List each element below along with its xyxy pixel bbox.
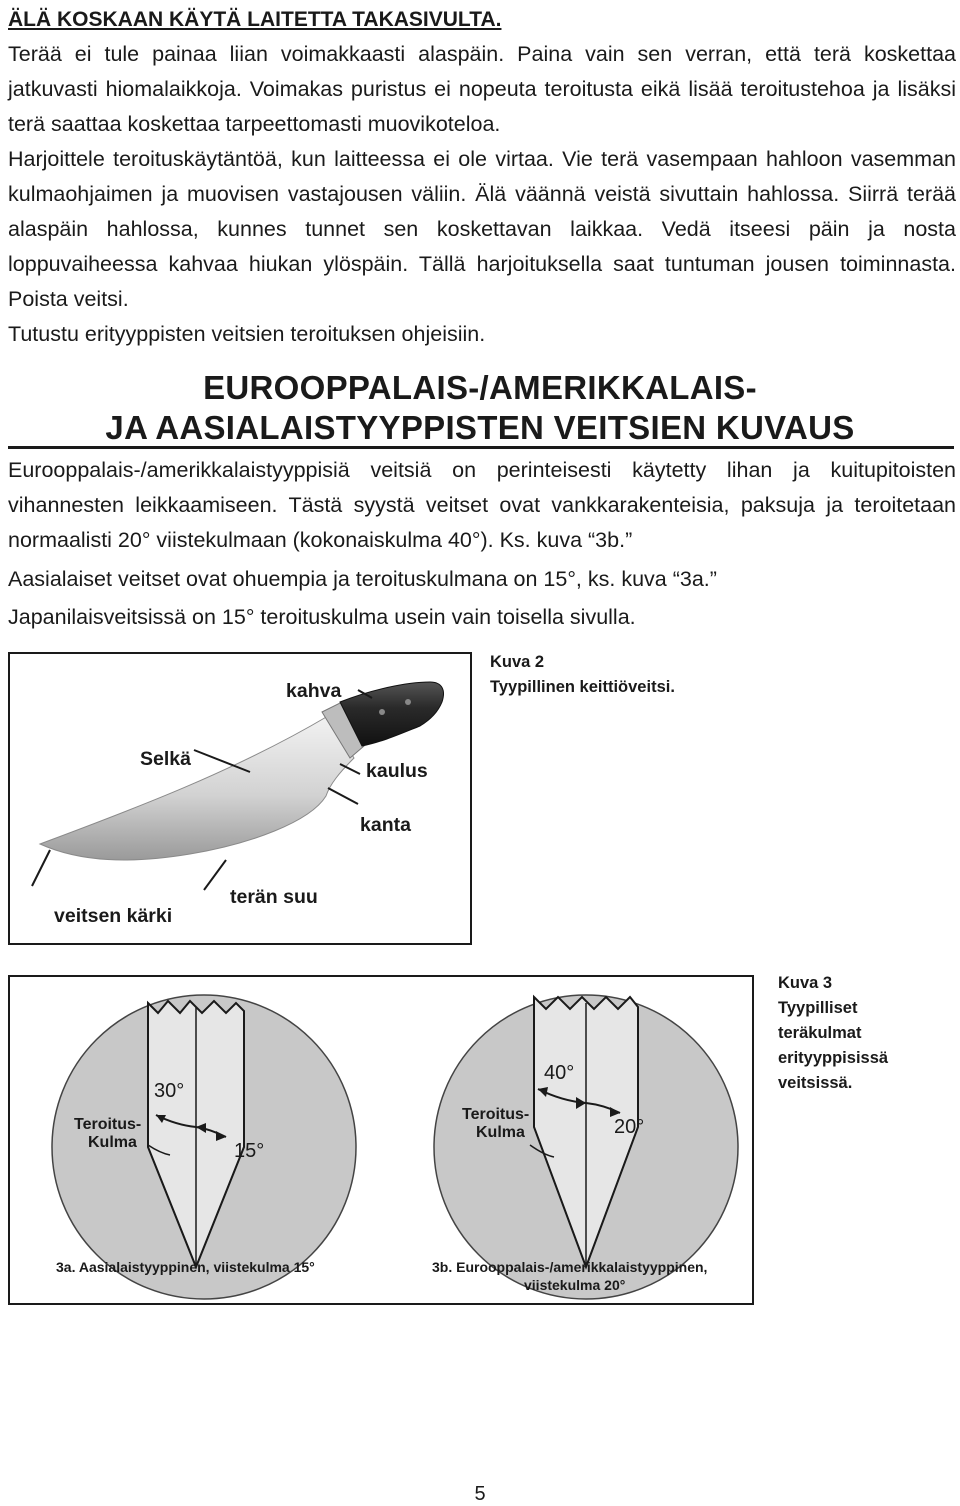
angle-3a-total: 30° bbox=[154, 1080, 185, 1102]
angle-figure bbox=[8, 975, 754, 1305]
figure2-caption-title: Kuva 2 bbox=[490, 653, 545, 671]
label-selka: Selkä bbox=[140, 748, 191, 770]
angle-3b-side: 20° bbox=[614, 1116, 645, 1138]
japanese-knives-paragraph: Japanilaisveitsissä on 15° teroituskulma usein vain toisella sivulla. bbox=[8, 605, 636, 629]
label-kanta: kanta bbox=[360, 814, 411, 836]
figure3-caption-line: veitsissä. bbox=[778, 1074, 853, 1092]
label-kaulus: kaulus bbox=[366, 760, 428, 782]
label-kahva: kahva bbox=[286, 680, 342, 702]
instructions-paragraph: Tutustu erityyppisten veitsien teroituksen ohjeisiin. bbox=[8, 322, 486, 346]
section-title-line2: JA AASIALAISTYYPPISTEN VEITSIEN KUVAUS bbox=[105, 409, 855, 446]
section-title-line1: EUROOPPALAIS-/AMERIKKALAIS- bbox=[203, 369, 757, 406]
label-3b-1: Teroitus- bbox=[462, 1106, 530, 1123]
asian-knives-paragraph: Aasialaiset veitset ovat ohuempia ja teroituskulmana on 15°, ks. kuva “3a.” bbox=[8, 567, 717, 591]
page-number: 5 bbox=[474, 1483, 486, 1505]
figure3-caption-line: Tyypilliset bbox=[778, 999, 858, 1017]
caption-3a: 3a. Aasialaistyyppinen, viistekulma 15° bbox=[56, 1259, 315, 1275]
label-3a-1: Teroitus- bbox=[74, 1116, 142, 1133]
pressure-paragraph: Terää ei tule painaa liian voimakkaasti alaspäin. Paina vain sen verran, että terä koskettaa jatkuvasti hiomalaikkoja. Voimakas puristus ei nopeuta teroitusta eikä lisää teroitustehoa ja lisäksi terä saattaa koskettaa tarpeettomasti muovikoteloa. bbox=[8, 42, 956, 136]
figure2-caption-text: Tyypillinen keittiöveitsi. bbox=[490, 678, 675, 696]
label-3a-2: Kulma bbox=[88, 1134, 137, 1151]
warning-heading: ÄLÄ KOSKAAN KÄYTÄ LAITETTA TAKASIVULTA. bbox=[8, 8, 502, 31]
label-suu: terän suu bbox=[230, 886, 318, 908]
european-knives-paragraph: Eurooppalais-/amerikkalaistyyppisiä veitsiä on perinteisesti käytetty lihan ja kuitupitoisten vihannesten leikkaamiseen. Tästä syystä veitset ovat vankkarakenteisia, paksuja ja teroitetaan normaalisti 20° viistekulmaan (kokonaiskulma 40°). Ks. kuva “3b.” bbox=[8, 458, 956, 552]
caption-3b-line1: 3b. Eurooppalais-/amerikkalaistyyppinen, bbox=[432, 1259, 708, 1275]
label-3b-2: Kulma bbox=[476, 1124, 525, 1141]
figure3-caption bbox=[778, 971, 948, 1096]
figure2-caption bbox=[490, 650, 750, 700]
section-rule bbox=[8, 446, 954, 449]
label-karki: veitsen kärki bbox=[54, 905, 173, 927]
caption-3b-line2: viistekulma 20° bbox=[524, 1277, 626, 1293]
figure3-caption-line: erityyppisissä bbox=[778, 1049, 889, 1067]
figure3-caption-line: Kuva 3 bbox=[778, 974, 833, 992]
angle-3b-total: 40° bbox=[544, 1062, 575, 1084]
knife-figure bbox=[8, 652, 472, 945]
figure3-caption-line: teräkulmat bbox=[778, 1024, 862, 1042]
practice-paragraph: Harjoittele teroituskäytäntöä, kun laitteessa ei ole virtaa. Vie terä vasempaan hahloon vasemman kulmaohjaimen ja muovisen vastajousen väliin. Älä väännä veistä sivuttain hahlossa. Siirrä terää alaspäin hahlossa, kunnes tunnet sen koskettavan laikkaa. Vedä itseesi päin ja nosta loppuvaiheessa kahvaa hiukan ylöspäin. Tällä harjoituksella saat tuntuman jousen toiminnasta. Poista veitsi. bbox=[8, 147, 956, 311]
angle-3a-side: 15° bbox=[234, 1140, 265, 1162]
